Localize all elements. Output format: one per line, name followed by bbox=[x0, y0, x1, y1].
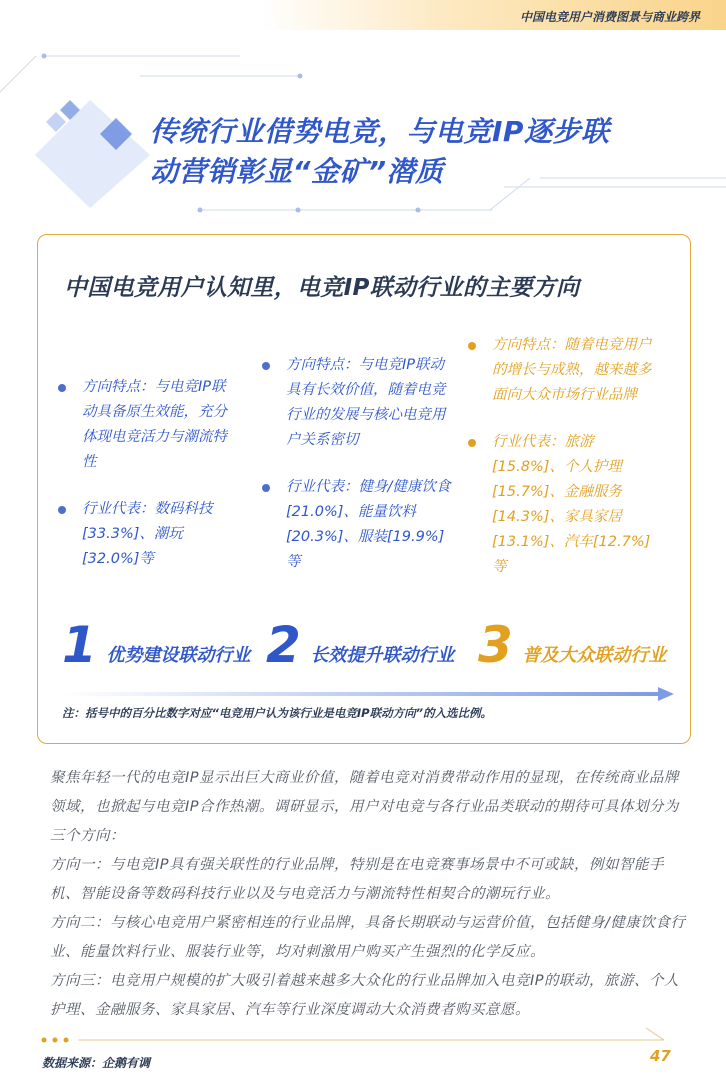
bullet-dot-icon bbox=[262, 362, 270, 370]
column-1-industries: 行业代表：数码科技[33.3%]、潮玩[32.0%]等 bbox=[56, 497, 232, 572]
header-title: 中国电竞用户消费图景与商业跨界 bbox=[519, 10, 700, 24]
footer-dot-icon bbox=[53, 1038, 58, 1043]
step-2 bbox=[266, 617, 454, 673]
bullet-dot-icon bbox=[468, 439, 476, 447]
title-line-2: 动营销彰显“金矿”潜质 bbox=[150, 155, 444, 188]
card-heading: 中国电竞用户认知里，电竞IP联动行业的主要方向 bbox=[64, 275, 580, 301]
step-2-number: 2 bbox=[266, 616, 301, 674]
data-source: 数据来源：企鹅有调 bbox=[42, 1056, 151, 1070]
body-paragraph-2: 方向一：与电竞IP具有强关联性的行业品牌，特别是在电竞赛事场景中不可或缺，例如智能手机、智能设备等数码科技行业以及与电竞活力与潮流特性相契合的潮玩行业。 bbox=[50, 857, 665, 902]
body-paragraph-4: 方向三：电竞用户规模的扩大吸引着越来越多大众化的行业品牌加入电竞IP的联动，旅游、个人护理、金融服务、家具家居、汽车等行业深度调动大众消费者购买意愿。 bbox=[50, 973, 680, 1018]
column-2-industries: 行业代表：健身/健康饮食[21.0%]、能量饮料[20.3%]、服装[19.9%] 等 bbox=[260, 475, 456, 575]
title-line-1: 传统行业借势电竞，与电竞IP逐步联 bbox=[150, 115, 610, 148]
bullet-dot-icon bbox=[58, 506, 66, 514]
direction-column-3 bbox=[466, 333, 662, 580]
page-number: 47 bbox=[650, 1047, 671, 1065]
column-3-feature: 方向特点：随着电竞用户的增长与成熟，越来越多面向大众市场行业品牌 bbox=[466, 333, 662, 408]
step-1-label: 优势建设联动行业 bbox=[106, 645, 251, 666]
footer-decoration bbox=[0, 1020, 726, 1050]
card-note: 注：括号中的百分比数字对应“电竞用户认为该行业是电竞IP联动方向”的入选比例。 bbox=[62, 706, 493, 720]
step-1 bbox=[62, 617, 250, 673]
column-1-feature: 方向特点：与电竞IP联动具备原生效能，充分体现电竞活力与潮流特性 bbox=[56, 375, 232, 475]
body-paragraph-1: 聚焦年轻一代的电竞IP显示出巨大商业价值，随着电竞对消费带动作用的显现，在传统商业品牌领域，也掀起与电竞IP合作热潮。调研显示，用户对电竞与各行业品类联动的期待可具体划分为三个方向： bbox=[50, 770, 680, 844]
step-2-label: 长效提升联动行业 bbox=[310, 645, 455, 666]
direction-column-1 bbox=[56, 375, 232, 572]
body-text bbox=[50, 764, 686, 1025]
diamond-logo-icon bbox=[35, 100, 150, 208]
step-3 bbox=[478, 617, 666, 673]
step-3-number: 3 bbox=[478, 616, 513, 674]
direction-column-2 bbox=[260, 353, 456, 575]
body-paragraph-3: 方向二：与核心电竞用户紧密相连的行业品牌，具备长期联动与运营价值，包括健身/健康饮食行业、能量饮料行业、服装行业等，均对刺激用户购买产生强烈的化学反应。 bbox=[50, 915, 686, 960]
progress-arrow-icon bbox=[62, 687, 674, 701]
bullet-dot-icon bbox=[468, 342, 476, 350]
direction-card bbox=[37, 234, 691, 744]
step-1-number: 1 bbox=[62, 616, 97, 674]
page-title bbox=[150, 112, 710, 192]
footer-dot-icon bbox=[64, 1038, 69, 1043]
bullet-dot-icon bbox=[58, 384, 66, 392]
bullet-dot-icon bbox=[262, 484, 270, 492]
column-3-industries: 行业代表：旅游[15.8%]、个人护理[15.7%]、金融服务[14.3%]、家具家居[13.1%]、汽车[12.7%]等 bbox=[466, 430, 662, 580]
footer-dot-icon bbox=[42, 1038, 47, 1043]
column-2-feature: 方向特点：与电竞IP联动具有长效价值，随着电竞行业的发展与核心电竞用户关系密切 bbox=[260, 353, 456, 453]
step-3-label: 普及大众联动行业 bbox=[522, 645, 667, 666]
